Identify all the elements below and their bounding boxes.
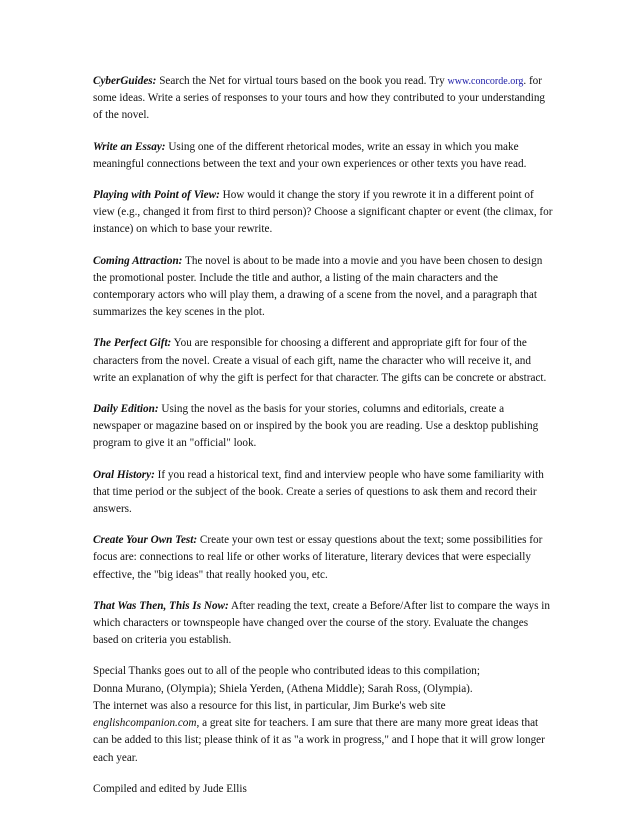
thanks-line-4: , a great site for teachers. I am sure that there are many more great ideas that can be added to this list; please think of it as "a work in progress," and I hope that it will grow longer each year.	[93, 717, 545, 764]
heading-oral-history: Oral History:	[93, 468, 155, 481]
then-and-now-text: After reading the text, create a Before/After list to compare the ways in which characters or townspeople have changed over the course of the story. Evaluate the changes based on criteria you establish.	[93, 599, 550, 647]
heading-daily-edition: Daily Edition:	[93, 403, 159, 416]
paragraph-write-an-essay	[93, 139, 553, 173]
paragraph-then-and-now	[93, 598, 553, 650]
cyberguides-text-before: Search the Net for virtual tours based on the book you read. Try	[156, 75, 448, 87]
paragraph-coming-attraction	[93, 253, 553, 322]
coming-attraction-text: The novel is about to be made into a movie and you have been chosen to design the promotional poster. Include the title and author, a listing of the main characters and the contemporary actors who will play them, a drawing of a scene from the novel, and a paragraph that summarizes the key scenes in the plot.	[93, 254, 543, 319]
heading-then-and-now: That Was Then, This Is Now:	[93, 599, 229, 612]
heading-perfect-gift: The Perfect Gift:	[93, 337, 172, 350]
paragraph-special-thanks	[93, 663, 553, 766]
credit-text: Compiled and edited by Jude Ellis	[93, 782, 247, 795]
point-of-view-text: How would it change the story if you rewrote it in a different point of view (e.g., changed it from first to third person)? Choose a significant chapter or event (the climax, for instance) on which to base your rewrite.	[93, 189, 553, 236]
englishcompanion-site: englishcompanion.com	[93, 717, 197, 730]
oral-history-text: If you read a historical text, find and interview people who have some familiarity with that time period or the subject of the book. Create a series of questions to ask them and record their answers.	[93, 468, 544, 516]
create-your-own-test-text: Create your own test or essay questions about the text; some possibilities for focus are: connections to real life or other works of literature, literary devices that were especially effective, the "big ideas" that really hooked you, etc.	[93, 534, 543, 581]
thanks-line-3: The internet was also a resource for this list, in particular, Jim Burke's web site	[93, 699, 446, 712]
heading-cyberguides: CyberGuides:	[93, 75, 157, 87]
paragraph-daily-edition	[93, 401, 553, 453]
paragraph-oral-history	[93, 467, 553, 519]
paragraph-perfect-gift	[93, 335, 553, 387]
paragraph-credit	[93, 781, 553, 798]
paragraph-point-of-view	[93, 187, 553, 239]
thanks-line-1: Special Thanks goes out to all of the people who contributed ideas to this compilation;	[93, 665, 480, 678]
heading-coming-attraction: Coming Attraction:	[93, 254, 183, 267]
paragraph-create-your-own-test	[93, 532, 553, 584]
paragraph-cyberguides	[93, 73, 553, 125]
write-an-essay-text: Using one of the different rhetorical modes, write an essay in which you make meaningful connections between the text and your own experiences or other texts you have read.	[93, 140, 527, 170]
perfect-gift-text: You are responsible for choosing a different and appropriate gift for four of the characters from the novel. Create a visual of each gift, name the character who will receive it, and write an explanation of why the gift is perfect for that character. The gifts can be concrete or abstract.	[93, 337, 547, 384]
thanks-line-2: Donna Murano, (Olympia); Shiela Yerden, (Athena Middle); Sarah Ross, (Olympia).	[93, 682, 473, 695]
heading-write-an-essay: Write an Essay:	[93, 140, 166, 153]
heading-point-of-view: Playing with Point of View:	[93, 189, 220, 202]
daily-edition-text: Using the novel as the basis for your stories, columns and editorials, create a newspaper or magazine based on or inspired by the book you are reading. Use a desktop publishing program to give it an "official" look.	[93, 403, 539, 450]
heading-create-your-own-test: Create Your Own Test:	[93, 534, 198, 547]
document-page	[93, 73, 553, 812]
cyberguides-text-after: . for some ideas. Write a series of responses to your tours and how they contributed to your understanding of the novel.	[93, 75, 546, 122]
concorde-link[interactable]: www.concorde.org	[447, 76, 524, 87]
